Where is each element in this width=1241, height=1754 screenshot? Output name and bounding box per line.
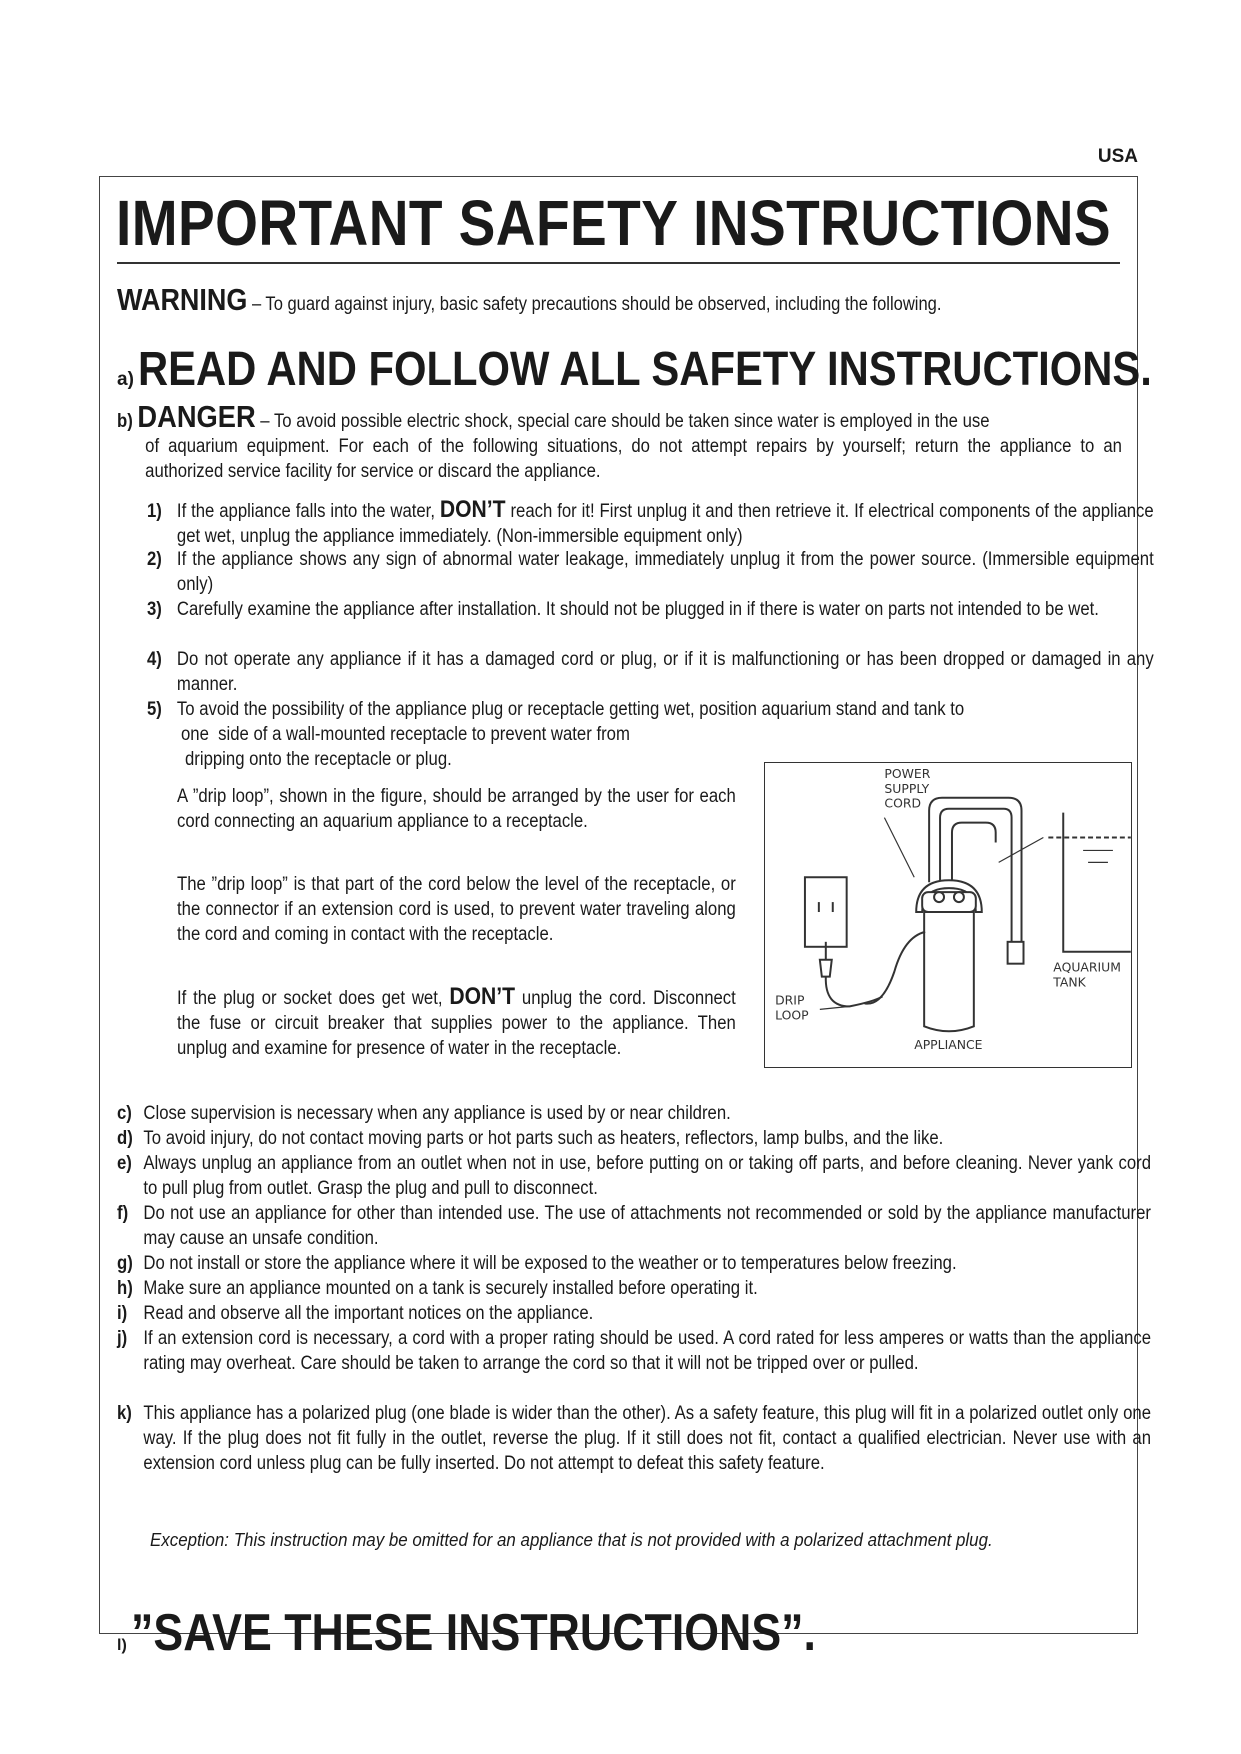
drip-para-3-rest: unplug the cord. Disconnect the fuse or circuit breaker that supplies power to the appliance. Then unplug and examine for presence of water in the receptacle.	[177, 988, 736, 1059]
item-i-label: i)	[117, 1303, 128, 1324]
item-a-text: READ AND FOLLOW ALL SAFETY INSTRUCTIONS.	[138, 343, 1153, 396]
item-g-text: Do not install or store the appliance where it will be exposed to the weather or to temperatures below freezing.	[143, 1253, 957, 1274]
dont-emphasis-2: DON’T	[449, 983, 516, 1010]
figure-label-power-1: POWER	[884, 765, 931, 781]
item-c-text: Close supervision is necessary when any appliance is used by or near children.	[143, 1103, 731, 1124]
item-e-label: e)	[117, 1153, 132, 1174]
item-k	[117, 1401, 1151, 1476]
item-b-label: b)	[117, 411, 133, 432]
item-j-label: j)	[117, 1328, 128, 1349]
item-d	[117, 1126, 1151, 1151]
sub-item-4	[147, 647, 1154, 697]
item-f-label: f)	[117, 1203, 129, 1224]
item-h-text: Make sure an appliance mounted on a tank is securely installed before operating it.	[143, 1278, 758, 1299]
figure-label-aquarium-1: AQUARIUM	[1053, 959, 1121, 975]
item-i-text: Read and observe all the important notices on the appliance.	[143, 1303, 594, 1324]
item-b	[117, 399, 1125, 484]
item-l-text: ”SAVE THESE INSTRUCTIONS”.	[131, 1604, 817, 1662]
country-label: USA	[1097, 146, 1138, 167]
drip-loop-illustration	[765, 763, 1131, 1067]
item-c-label: c)	[117, 1103, 132, 1124]
figure-label-power-3: CORD	[884, 795, 922, 811]
item-d-text: To avoid injury, do not contact moving parts or hot parts such as heaters, reflectors, lamp bulbs, and the like.	[143, 1128, 944, 1149]
sub-item-2	[147, 547, 1154, 597]
item-i	[117, 1301, 1151, 1326]
item-g-label: g)	[117, 1253, 133, 1274]
figure-label-drip-2: LOOP	[775, 1007, 809, 1023]
item-k-label: k)	[117, 1403, 132, 1424]
danger-word: DANGER	[137, 399, 256, 434]
outlet-drawing	[805, 877, 847, 947]
sub-item-5-text: To avoid the possibility of the appliance plug or receptacle getting wet, position aquarium stand and tank to	[176, 699, 965, 720]
danger-continuation: of aquarium equipment. For each of the following situations, do not attempt repairs by yourself; return the appliance to an authorized service facility for service or discard the appliance.	[145, 436, 1122, 482]
item-e	[117, 1151, 1151, 1201]
aquarium-tank-drawing	[1048, 813, 1130, 952]
sub-item-4-num: 4)	[147, 649, 162, 670]
dont-emphasis: DON’T	[439, 496, 506, 523]
item-a-label: a)	[117, 369, 134, 390]
drip-loop-figure	[764, 762, 1132, 1068]
sub-item-1	[147, 497, 1154, 549]
figure-label-aquarium-2: TANK	[1053, 974, 1086, 990]
item-f	[117, 1201, 1151, 1251]
item-f-text: Do not use an appliance for other than intended use. The use of attachments not recommended or sold by the appliance manufacturer may cause an unsafe condition.	[143, 1203, 1151, 1249]
item-l-label: l)	[117, 1637, 127, 1654]
item-d-label: d)	[117, 1128, 133, 1149]
item-l	[117, 1603, 928, 1663]
sub-item-3-text: Carefully examine the appliance after installation. It should not be plugged in if there is water on parts not intended to be wet.	[176, 599, 1099, 620]
sub-item-2-text: If the appliance shows any sign of abnormal water leakage, immediately unplug it from the power source. (Immersible equipment only)	[176, 549, 1154, 595]
sub-item-1-num: 1)	[147, 501, 162, 522]
sub-item-4-text: Do not operate any appliance if it has a damaged cord or plug, or if it is malfunctioning or has been dropped or damaged in any manner.	[176, 649, 1154, 695]
drip-para-2: The ”drip loop” is that part of the cord below the level of the receptacle, or the connector if an extension cord is used, to prevent water traveling along the cord and coming in contact with the receptacle.	[177, 874, 736, 945]
sub-item-5	[147, 697, 1141, 722]
sub-item-1-text-rest: reach for it! First unplug it and then retrieve it. If electrical components of the appliance get wet, unplug the appliance immediately. (Non-immersible equipment only)	[176, 501, 1154, 547]
item-e-text: Always unplug an appliance from an outlet when not in use, before putting on or taking off parts, and before cleaning. Never yank cord to pull plug from outlet. Grasp the plug and pull to disconnect.	[143, 1153, 1151, 1199]
warning-line	[117, 282, 941, 318]
appliance-drawing	[916, 880, 982, 1031]
item-j	[117, 1326, 1151, 1376]
item-h	[117, 1276, 1151, 1301]
item-k-text: This appliance has a polarized plug (one blade is wider than the other). As a safety feature, this plug will fit in a polarized outlet only one way. If the plug does not fit fully in the outlet, reverse the plug. If it still does not fit, contact a qualified electrician. Never use with an extension cord unless plug can be fully inserted. Do not attempt to defeat this safety feature.	[143, 1403, 1151, 1474]
drip-para-3	[177, 984, 736, 1061]
item-h-label: h)	[117, 1278, 133, 1299]
sub-item-2-num: 2)	[147, 549, 162, 570]
exception-note: Exception: This instruction may be omitted for an appliance that is not provided with a polarized attachment plug.	[150, 1530, 993, 1550]
figure-label-drip-1: DRIP	[775, 992, 805, 1008]
item-c	[117, 1101, 1151, 1126]
sub-item-3	[147, 597, 1154, 622]
figure-label-appliance: APPLIANCE	[914, 1037, 983, 1053]
drip-para-3-text: If the plug or socket does get wet,	[177, 988, 450, 1009]
sub-item-5-cont-2: dripping onto the receptacle or plug.	[185, 749, 452, 770]
item-a	[117, 342, 1241, 397]
item-g	[117, 1251, 1151, 1276]
sub-item-5-num: 5)	[147, 699, 162, 720]
warning-label: WARNING	[117, 282, 248, 317]
warning-text: – To guard against injury, basic safety precautions should be observed, including the following.	[247, 294, 942, 315]
item-j-text: If an extension cord is necessary, a cord with a proper rating should be used. A cord rated for less amperes or watts than the appliance rating may overheat. Care should be taken to arrange the cord so that it will not be tripped over or pulled.	[143, 1328, 1151, 1374]
sub-item-1-text: If the appliance falls into the water,	[176, 501, 440, 522]
drip-para-1: A ”drip loop”, shown in the figure, should be arranged by the user for each cord connecting an aquarium appliance to a receptacle.	[177, 786, 736, 832]
sub-item-3-num: 3)	[147, 599, 162, 620]
sub-item-5-cont-1: one side of a wall-mounted receptacle to prevent water from	[181, 724, 630, 745]
page-title: IMPORTANT SAFETY INSTRUCTIONS	[116, 187, 1112, 259]
danger-line-1: – To avoid possible electric shock, special care should be taken since water is employed in the use	[255, 411, 990, 432]
title-divider	[117, 262, 1120, 264]
figure-label-power-2: SUPPLY	[884, 780, 930, 796]
